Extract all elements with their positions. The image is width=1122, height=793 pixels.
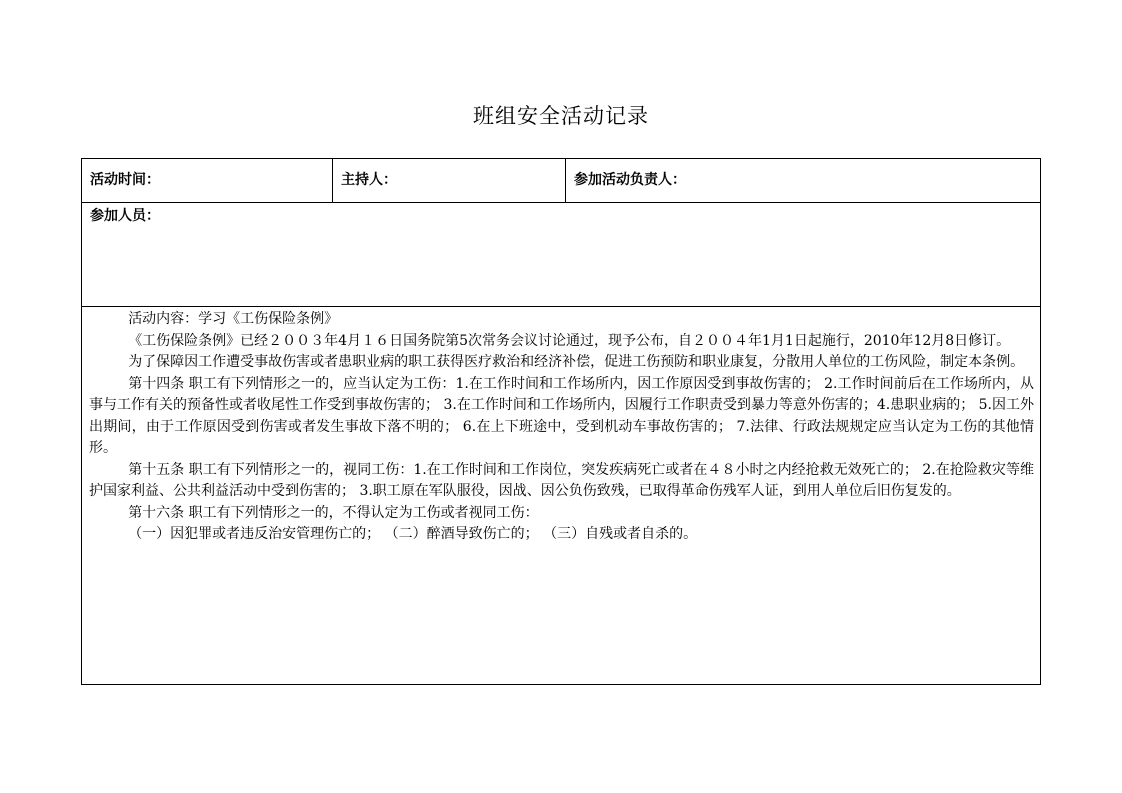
header-row <box>82 159 1040 203</box>
content-topic: 活动内容：学习《工伤保险条例》 <box>128 311 339 327</box>
host-field[interactable]: 主持人： <box>333 159 566 202</box>
article-16-paragraph: 第十六条 职工有下列情形之一的，不得认定为工伤或者视同工伤： <box>128 504 539 521</box>
regulation-intro-paragraph: 《工伤保险条例》已经２００３年4月１６日国务院第5次常务会议讨论通过，现予公布，自２００４年1月1日起施行，2010年12月8日修订。 <box>128 332 1011 349</box>
activity-time-field[interactable]: 活动时间： <box>82 159 333 202</box>
activity-record-table <box>81 158 1041 685</box>
article-14-paragraph: 第十四条 职工有下列情形之一的，应当认定为工伤：1.在工作时间和工作场所内，因工作原因受到事故伤害的； 2.工作时间前后在工作场所内，从事与工作有关的预备性或者收尾性工作受到事故伤害的； 3.在工作时间和工作场所内，因履行工作职责受到暴力等意外伤害的；4.患职业病的； 5.因工外出期间，由于工作原因受到伤害或者发生事故下落不明的； 6.在上下班途中，受到机动车事故伤害的； 7.法律、行政法规规定应当认定为工伤的其他情形。 <box>89 375 1034 456</box>
regulation-purpose-paragraph: 为了保障因工作遭受事故伤害或者患职业病的职工获得医疗救治和经济补偿，促进工伤预防和职业康复，分散用人单位的工伤风险，制定本条例。 <box>128 354 1025 370</box>
article-16-items: （一）因犯罪或者违反治安管理伤亡的； （二）醉酒导致伤亡的； （三）自残或者自杀的。 <box>128 526 698 542</box>
article-15-paragraph: 第十五条 职工有下列情形之一的，视同工伤：1.在工作时间和工作岗位，突发疾病死亡或者在４８小时之内经抢救无效死亡的； 2.在抢险救灾等维护国家利益、公共利益活动中受到伤害的； 3.职工原在军队服役，因战、因公负伤致残，已取得革命伤残军人证，到用人单位后旧伤复发的。 <box>89 461 1034 499</box>
activity-content <box>82 307 1040 684</box>
participants-field[interactable] <box>82 203 1040 307</box>
participants-label: 参加人员： <box>90 208 160 224</box>
responsible-person-field[interactable]: 参加活动负责人： <box>574 172 686 188</box>
page-title: 班组安全活动记录 <box>473 104 649 128</box>
